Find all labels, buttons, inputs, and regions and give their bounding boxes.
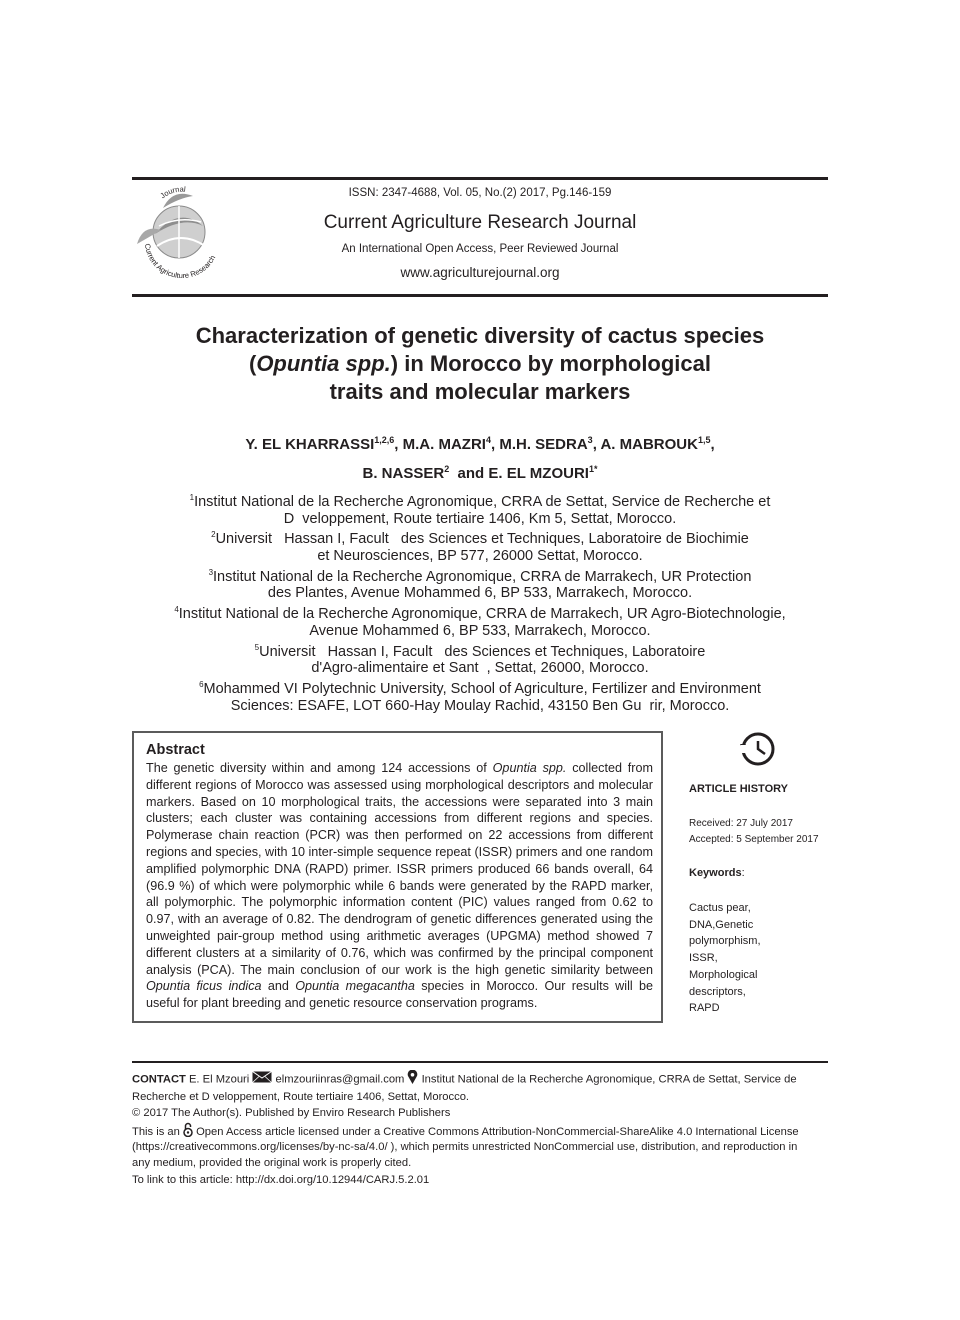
authors-line-1 (132, 428, 828, 457)
abstract-part-3: and (261, 979, 296, 994)
author-affiliation-sup: 1* (588, 464, 598, 474)
abstract-part-4: species in Morocco. Our results will be useful for plant breeding and genetic resource conservation programs. (146, 979, 653, 1011)
keyword-item: RAPD (689, 1002, 720, 1015)
affiliation-number: 4 (174, 605, 179, 615)
affiliation-text: Mohammed VI Polytechnic University, School of Agriculture, Fertilizer and Environment (203, 680, 761, 697)
title-line-3: traits and molecular markers (329, 379, 631, 404)
abstract-part-2: collected from different regions of Morocco was assessed using morphological descriptors and molecular markers. Based on 10 morphological traits, the accessions were separated into 3 main clusters; each cluster was containing accessions from different regions and species. Polymerase chain reaction (PCR) was then performed on 22 accessions from different regions and species, with 10 inter-simple sequence repeat (ISSR) primers and one random amplified polymorphic DNA (RAPD) primer. ISSR primers produced 66 bands overall, 64 (96.9 %) of which were polymorphic while 6 bands were generated by the RAPD marker, all polymorphic. The polymorphic information content (PIC) values ranged from 0.62 to 0.97, with an average of 0.82. The dendrogram of genetic differences generated using the unweighted pair-group method using arithmetic averages (UPGMA) method showed 7 different clusters at a similarity of 0.76, which was confirmed by the principal component analysis (PCA). The main conclusion of our work is the high genetic similarity between (146, 761, 653, 977)
license-line-3: any medium, provided the original work is properly cited. (132, 1157, 412, 1169)
keyword-item: DNA,Genetic (689, 918, 754, 931)
keyword-item: descriptors, (689, 985, 746, 998)
footer-rule (132, 1061, 828, 1063)
author-separator: , (394, 436, 403, 453)
affiliation-line (132, 640, 828, 661)
journal-title: Current Agriculture Research Journal (323, 212, 637, 233)
author-name: A. MABROUK (600, 436, 698, 453)
affiliation-text: Universit Hassan I, Facult des Sciences et Techniques, Laboratoire de Biochimie (215, 531, 749, 548)
keyword-item: Morphological (689, 968, 758, 981)
accepted-date: Accepted: 5 September 2017 (689, 834, 819, 845)
author-affiliation-sup: 1,2,6 (374, 435, 395, 445)
affiliation-line: Avenue Mohammed 6, BP 533, Marrakech, Morocco. (309, 622, 651, 639)
affiliation-number: 6 (199, 680, 204, 690)
check-for-updates-button[interactable] (740, 731, 776, 767)
affiliation-number: 2 (211, 530, 216, 540)
logo-text-bottom: Current Agriculture Research (142, 242, 218, 278)
update-history-icon (740, 731, 776, 767)
author-separator: , (710, 436, 715, 453)
author-name: M.H. SEDRA (499, 436, 588, 453)
affiliation-line: d'Agro-alimentaire et Sant , Settat, 26000, Morocco. (311, 660, 649, 677)
affiliation-text: Institut National de la Recherche Agronomique, CRRA de Marrakech, UR Protection (213, 568, 752, 585)
affiliation-line: des Plantes, Avenue Mohammed 6, BP 533, Marrakech, Morocco. (267, 585, 693, 602)
author-name: E. EL MZOURI (488, 465, 589, 482)
license-prefix: This is an (132, 1126, 183, 1139)
title-line-2 (132, 350, 828, 378)
abstract-italic-2: Opuntia ficus indica (146, 979, 262, 994)
received-date: Received: 27 July 2017 (689, 818, 793, 829)
author-affiliation-sup: 3 (587, 435, 593, 445)
affiliation-line: et Neurosciences, BP 577, 26000 Settat, Morocco. (317, 548, 643, 565)
issn-line: ISSN: 2347-4688, Vol. 05, No.(2) 2017, Pg.146-159 (348, 187, 612, 199)
affiliation-text: Institut National de la Recherche Agronomique, CRRA de Settat, Service de Recherche et (194, 493, 771, 510)
affiliation-number: 5 (254, 642, 260, 652)
copyright-line: © 2017 The Author(s). Published by Enviro Research Publishers (132, 1107, 451, 1119)
license-text-1: Open Access article licensed under a Creative Commons Attribution-NonCommercial-ShareAlike 4.0 International License (196, 1126, 799, 1139)
affiliation-line (132, 565, 828, 586)
doi-link[interactable]: To link to this article: http://dx.doi.org/10.12944/CARJ.5.2.01 (132, 1174, 430, 1186)
abstract-part-1: The genetic diversity within and among 124 accessions of (146, 761, 493, 775)
affiliation-line: D veloppement, Route tertiaire 1406, Km 5, Settat, Morocco. (283, 510, 677, 527)
title-paren-open: ( (248, 351, 257, 376)
affiliation-line: Sciences: ESAFE, LOT 660-Hay Moulay Rachid, 43150 Ben Gu rir, Morocco. (230, 697, 730, 714)
keywords-heading: Keywords (689, 867, 742, 879)
contact-name: E. El Mzouri (185, 1073, 253, 1086)
article-history-heading: ARTICLE HISTORY (689, 783, 789, 795)
abstract-italic-1: Opuntia spp. (492, 761, 567, 775)
affiliation-number: 3 (208, 567, 214, 577)
license-line-2: (https://creativecommons.org/licenses/by-nc-sa/4.0/ ), which permits unrestricted NonCommercial use, distribution, and reproduction in (132, 1141, 798, 1153)
author-affiliation-sup: 1,5 (697, 435, 711, 445)
author-name: Y. EL KHARRASSI (245, 436, 375, 453)
abstract-italic-3: Opuntia megacantha (295, 979, 415, 994)
author-separator: , (592, 436, 601, 453)
affiliation-line (132, 602, 828, 623)
journal-website-link[interactable]: www.agriculturejournal.org (400, 265, 560, 280)
title-species-italic: Opuntia spp. (256, 351, 391, 376)
author-separator: and (449, 465, 489, 482)
contact-address-line-1: Institut National de la Recherche Agronomique, CRRA de Settat, Service de (421, 1073, 797, 1086)
affiliation-line (132, 527, 828, 548)
header-top-rule (132, 177, 828, 180)
affiliation-line (132, 677, 828, 698)
affiliation-number: 1 (189, 493, 195, 502)
authors-line-2 (132, 457, 828, 486)
logo-text-top: Journal (158, 186, 187, 201)
keywords-list (689, 900, 761, 1017)
title-line-1: Characterization of genetic diversity of cactus species (195, 323, 765, 348)
abstract-text (146, 760, 653, 1012)
journal-subtitle: An International Open Access, Peer Reviewed Journal (341, 243, 619, 255)
author-name: B. NASSER (362, 465, 445, 482)
author-name: M.A. MAZRI (402, 436, 486, 453)
abstract-heading: Abstract (146, 742, 205, 758)
contact-line (132, 1070, 832, 1090)
author-list (132, 428, 828, 486)
keyword-item: Cactus pear, (689, 902, 751, 914)
article-title (132, 322, 828, 406)
keywords-colon: : (741, 867, 745, 879)
contact-address-line-2: Recherche et D veloppement, Route tertiaire 1406, Settat, Morocco. (132, 1091, 470, 1103)
keywords-heading-line (689, 867, 745, 879)
title-line-2-rest: ) in Morocco by morphological (390, 351, 712, 376)
header-bottom-rule (132, 294, 828, 297)
affiliation-line (132, 490, 828, 511)
email-icon (252, 1071, 272, 1089)
keyword-item: ISSR, (689, 952, 718, 965)
location-pin-icon (407, 1070, 418, 1090)
affiliation-text: Universit Hassan I, Facult des Sciences et Techniques, Laboratoire (259, 643, 706, 660)
affiliations (132, 490, 828, 715)
keyword-item: polymorphism, (689, 935, 761, 948)
contact-label: CONTACT (132, 1073, 186, 1086)
contact-email-link[interactable]: elmzouriinras@gmail.com (275, 1073, 405, 1086)
affiliation-text: Institut National de la Recherche Agronomique, CRRA de Marrakech, UR Agro-Biotechnologie, (178, 606, 786, 623)
author-affiliation-sup: 2 (444, 464, 450, 474)
author-affiliation-sup: 4 (485, 435, 491, 445)
author-separator: , (490, 436, 500, 453)
